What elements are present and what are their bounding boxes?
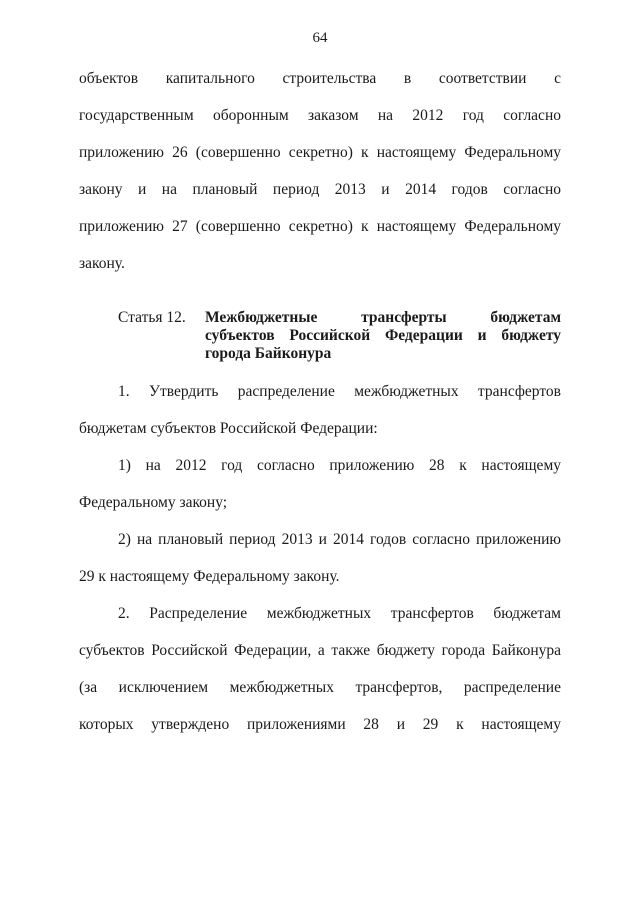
- text-line: (за исключением межбюджетных трансфертов, распределение: [79, 679, 561, 696]
- article-title-line: субъектов Российской Федерации и бюджету: [205, 327, 561, 344]
- text-line: государственным оборонным заказом на 2012 год согласно: [79, 107, 561, 124]
- text-line: 1) на 2012 год согласно приложению 28 к настоящему: [118, 457, 561, 474]
- article-title-line: города Байконура: [205, 345, 332, 362]
- text-line: 2) на плановый период 2013 и 2014 годов согласно приложению: [118, 531, 561, 548]
- text-line: объектов капитального строительства в соответствии с: [79, 70, 561, 87]
- article-title-line: Межбюджетные трансферты бюджетам: [205, 309, 561, 326]
- text-line: 1. Утвердить распределение межбюджетных трансфертов: [118, 383, 561, 400]
- text-line: которых утверждено приложениями 28 и 29 к настоящему: [79, 716, 561, 733]
- text-line: приложению 27 (совершенно секретно) к настоящему Федеральному: [79, 218, 561, 235]
- text-line: 2. Распределение межбюджетных трансфертов бюджетам: [118, 605, 561, 622]
- text-line: 29 к настоящему Федеральному закону.: [79, 568, 340, 585]
- text-line: закону.: [79, 255, 125, 272]
- text-line: закону и на плановый период 2013 и 2014 годов согласно: [79, 181, 561, 198]
- article-label: Статья 12.: [118, 309, 186, 326]
- text-line: бюджетам субъектов Российской Федерации:: [79, 420, 378, 437]
- text-line: Федеральному закону;: [79, 494, 228, 511]
- text-line: субъектов Российской Федерации, а также бюджету города Байконура: [79, 642, 561, 659]
- page-number: 64: [312, 30, 328, 46]
- text-line: приложению 26 (совершенно секретно) к настоящему Федеральному: [79, 144, 561, 161]
